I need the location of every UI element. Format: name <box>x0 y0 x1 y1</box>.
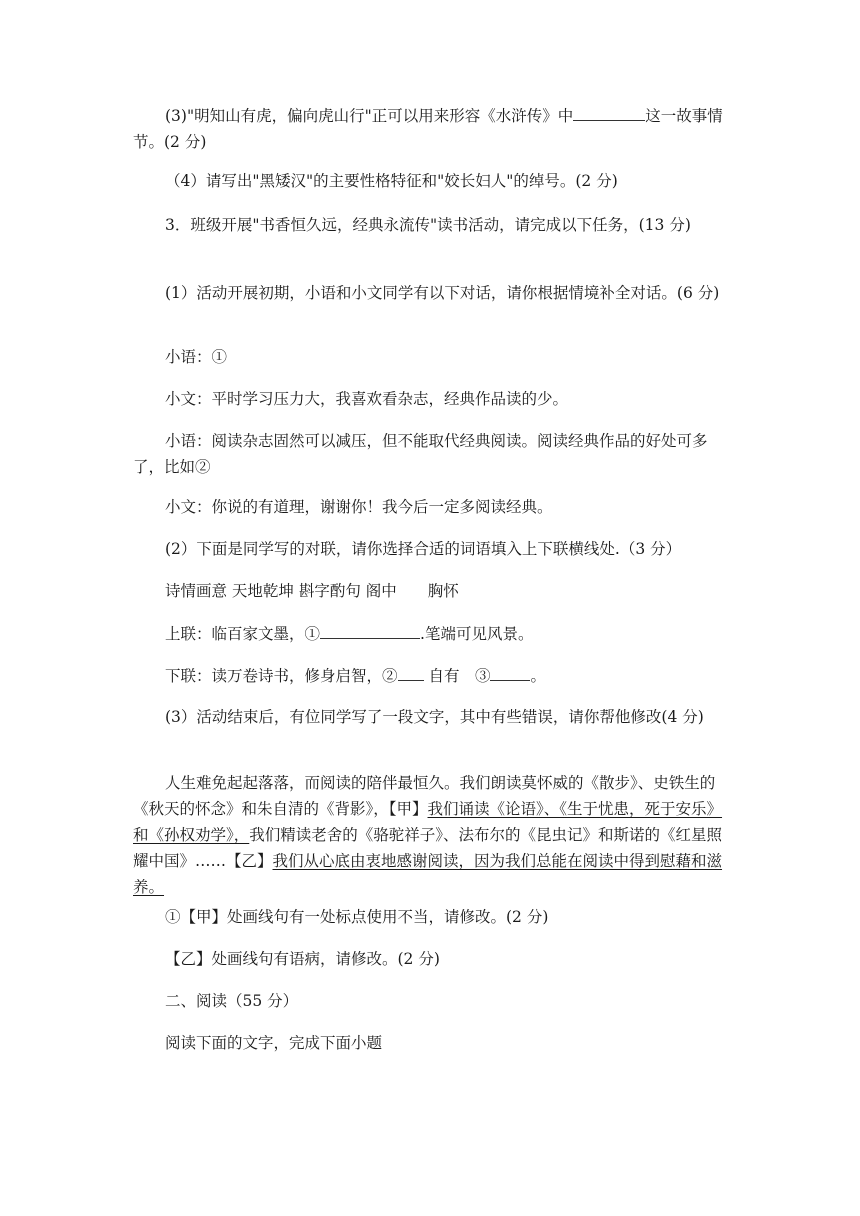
passage-text-c: 我们精读老舍的《骆驼祥子》、法布尔的《昆虫记》和斯诺的《红星照耀中国》……【乙】 <box>133 826 723 870</box>
couplet-lower <box>133 662 733 689</box>
underlined-sentence-yi: 我们从心底由衷地感谢阅读，因为我们总能在阅读中得到慰藉和滋养。 <box>133 852 723 896</box>
reading-instruction: 阅读下面的文字，完成下面小题 <box>165 1034 383 1052</box>
dialogue-line-4: 小文：你说的有道理，谢谢你！我今后一定多阅读经典。 <box>165 498 553 516</box>
word-choices: 诗情画意 天地乾坤 斟字酌句 阁中 胸怀 <box>165 582 459 600</box>
section-2-heading: 二、阅读（55 分） <box>165 992 299 1010</box>
question-3-3b: (3）活动结束后，有位同学写了一段文字，其中有些错误，请你帮他修改(4 分) <box>165 708 704 726</box>
question-3-3 <box>133 102 733 155</box>
question-3-3-tail: 这一故事情节。(2 分) <box>133 107 723 151</box>
question-3-2: (2）下面是同学写的对联，请你选择合适的词语填入上下联横线处.（3 分） <box>165 540 682 558</box>
question-3-3-text: (3)"明知山有虎，偏向虎山行"正可以用来形容《水浒传》中 <box>165 107 574 125</box>
couplet-upper-tail: .笔端可见风景。 <box>420 625 534 643</box>
underlined-sentence-jia: 我们诵读《论语》、《生于忧患，死于安乐》和《孙权劝学》， <box>133 800 723 844</box>
passage-text-a: 人生难免起起落落，而阅读的陪伴最恒久。我们朗读莫怀威的《散步》、史铁生的《秋天的怀念》和朱自清的《背影》，【甲】 <box>133 774 716 818</box>
couplet-upper <box>133 620 733 647</box>
question-3-4: （4）请写出"黑矮汉"的主要性格特征和"姣长妇人"的绰号。(2 分) <box>165 172 618 190</box>
couplet-lower-middle: 自有 ③ <box>423 667 491 685</box>
answer-blank <box>573 102 645 121</box>
couplet-upper-text: 上联：临百家文墨，① <box>165 625 321 643</box>
answer-blank <box>490 662 530 681</box>
passage <box>133 770 733 900</box>
dialogue-line-2: 小文：平时学习压力大，我喜欢看杂志，经典作品读的少。 <box>165 390 569 408</box>
question-3-1: (1）活动开展初期，小语和小文同学有以下对话，请你根据情境补全对话。(6 分) <box>165 284 720 302</box>
sub-question-2: 【乙】处画线句有语病，请修改。(2 分) <box>165 950 440 968</box>
sub-question-1: ①【甲】处画线句有一处标点使用不当，请修改。(2 分) <box>165 908 549 926</box>
dialogue-line-1: 小语：① <box>165 348 228 366</box>
question-3: 3．班级开展"书香恒久远，经典永流传"读书活动，请完成以下任务，(13 分) <box>165 216 691 234</box>
couplet-lower-text: 下联：读万卷诗书，修身启智，② <box>165 667 398 685</box>
answer-blank <box>398 662 424 681</box>
couplet-lower-tail: 。 <box>530 667 546 685</box>
answer-blank <box>320 620 420 639</box>
dialogue-line-3: 小语：阅读杂志固然可以减压，但不能取代经典阅读。阅读经典作品的好处可多了，比如② <box>133 432 708 476</box>
